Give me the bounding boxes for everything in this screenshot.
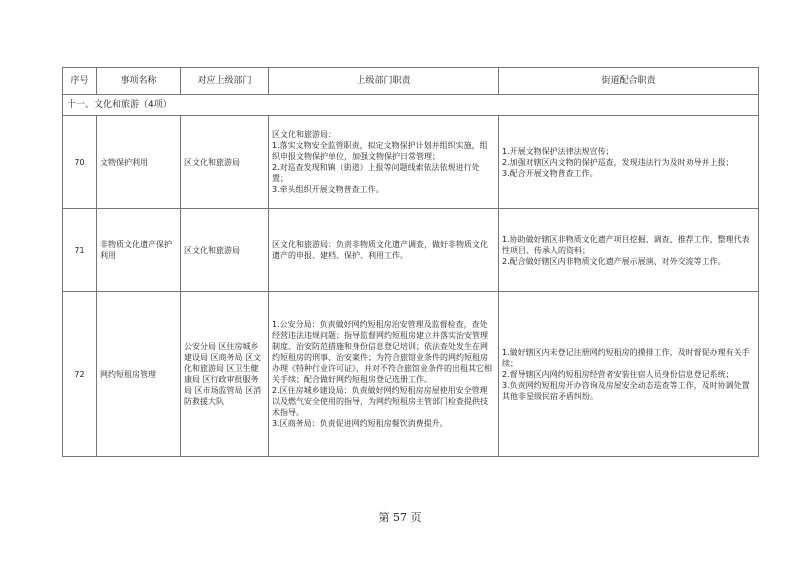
- section-title: 十一、文化和旅游（4项）: [63, 95, 759, 116]
- row-street: [499, 209, 759, 292]
- street-line: 1.开展文物保护法律法规宣传；: [502, 146, 614, 156]
- duty-line: 1.落实文物安全监管职责，拟定文物保护计划并组织实施，组织申报文物保护单位，加强文物保护日常管理；: [272, 141, 488, 161]
- duty-table: [62, 67, 759, 457]
- row-street: [499, 116, 759, 209]
- duty-line: 2.区住房城乡建设局：负责做好网约短租房房屋使用安全管理以及燃气安全使用的指导，为网约短租房主管部门检查提供技术指导。: [272, 386, 488, 417]
- row-dept: 公安分局 区住房城乡建设局 区商务局 区文化和旅游局 区卫生健康局 区行政审批服务局 区市场监管局 区消防救援大队: [181, 292, 269, 457]
- row-duty: [269, 292, 499, 457]
- row-no: 70: [63, 116, 97, 209]
- duty-line: 2.对巡查发现和镇（街道）上报等问题线索依法依规进行处置；: [272, 163, 480, 183]
- table-row: [63, 209, 759, 292]
- header-no: 序号: [63, 68, 97, 95]
- page-number: 第 57 页: [378, 511, 422, 524]
- street-line: 3.配合开展文物普查工作。: [502, 168, 598, 178]
- street-line: 1.做好辖区内未登记注册网约短租房的摸排工作，及时督促办理有关手续；: [502, 347, 750, 368]
- duty-line: 3.牵头组织开展文物普查工作。: [272, 185, 384, 194]
- street-line: 1.协助做好辖区非物质文化遗产项目挖掘、调查、推荐工作，整理代表性项目、传承人的资料；: [502, 234, 750, 255]
- row-duty: [269, 116, 499, 209]
- street-line: 3.负责网约短租房开办咨询及房屋安全动态巡查等工作，及时协调处置其他非星级民宿矛盾纠纷。: [502, 380, 750, 401]
- row-dept: 区文化和旅游局: [181, 209, 269, 292]
- street-line: 2.加强对辖区内文物的保护巡查，发现违法行为及时劝导并上报；: [502, 157, 734, 167]
- section-row: [63, 95, 759, 116]
- row-name: 网约短租房管理: [97, 292, 181, 457]
- row-name: 文物保护利用: [97, 116, 181, 209]
- row-no: 72: [63, 292, 97, 457]
- duty-line: 3.区商务局：负责促进网约短租房餐饮消费提升。: [272, 419, 448, 428]
- street-line: 2.配合做好辖区内非物质文化遗产展示展演、对外交流等工作。: [502, 256, 726, 266]
- street-line: 2.督导辖区内网约短租房经营者安装住宿人员身份信息登记系统；: [502, 369, 734, 379]
- header-street: 街道配合职责: [499, 68, 759, 95]
- duty-line: 区文化和旅游局：负责非物质文化遗产调查，做好非物质文化遗产的申报、建档、保护、利用工作。: [272, 240, 488, 260]
- duty-line: 1.公安分局：负责做好网约短租房治安管理及监督检查，查处经营违法违规问题；指导监督网约短租房建立并落实治安管理制度、治安防范措施和身份信息登记培训；依法查处发生在网约短租房的刑事、治安案件；为符合旅馆业条件的网约短租房办理《特种行业许可证》，并对不符合旅馆业条件的出租其它相关手续；配合做好网约短租房登记选册工作。: [272, 320, 492, 384]
- row-street: [499, 292, 759, 457]
- row-duty: [269, 209, 499, 292]
- table-row: [63, 292, 759, 457]
- header-dept: 对应上级部门: [181, 68, 269, 95]
- table-header-row: [63, 68, 759, 95]
- duty-line: 区文化和旅游局：: [272, 130, 336, 139]
- header-name: 事项名称: [97, 68, 181, 95]
- row-no: 71: [63, 209, 97, 292]
- row-dept: 区文化和旅游局: [181, 116, 269, 209]
- table-row: [63, 116, 759, 209]
- header-duty: 上级部门职责: [269, 68, 499, 95]
- row-name: 非物质文化遗产保护利用: [97, 209, 181, 292]
